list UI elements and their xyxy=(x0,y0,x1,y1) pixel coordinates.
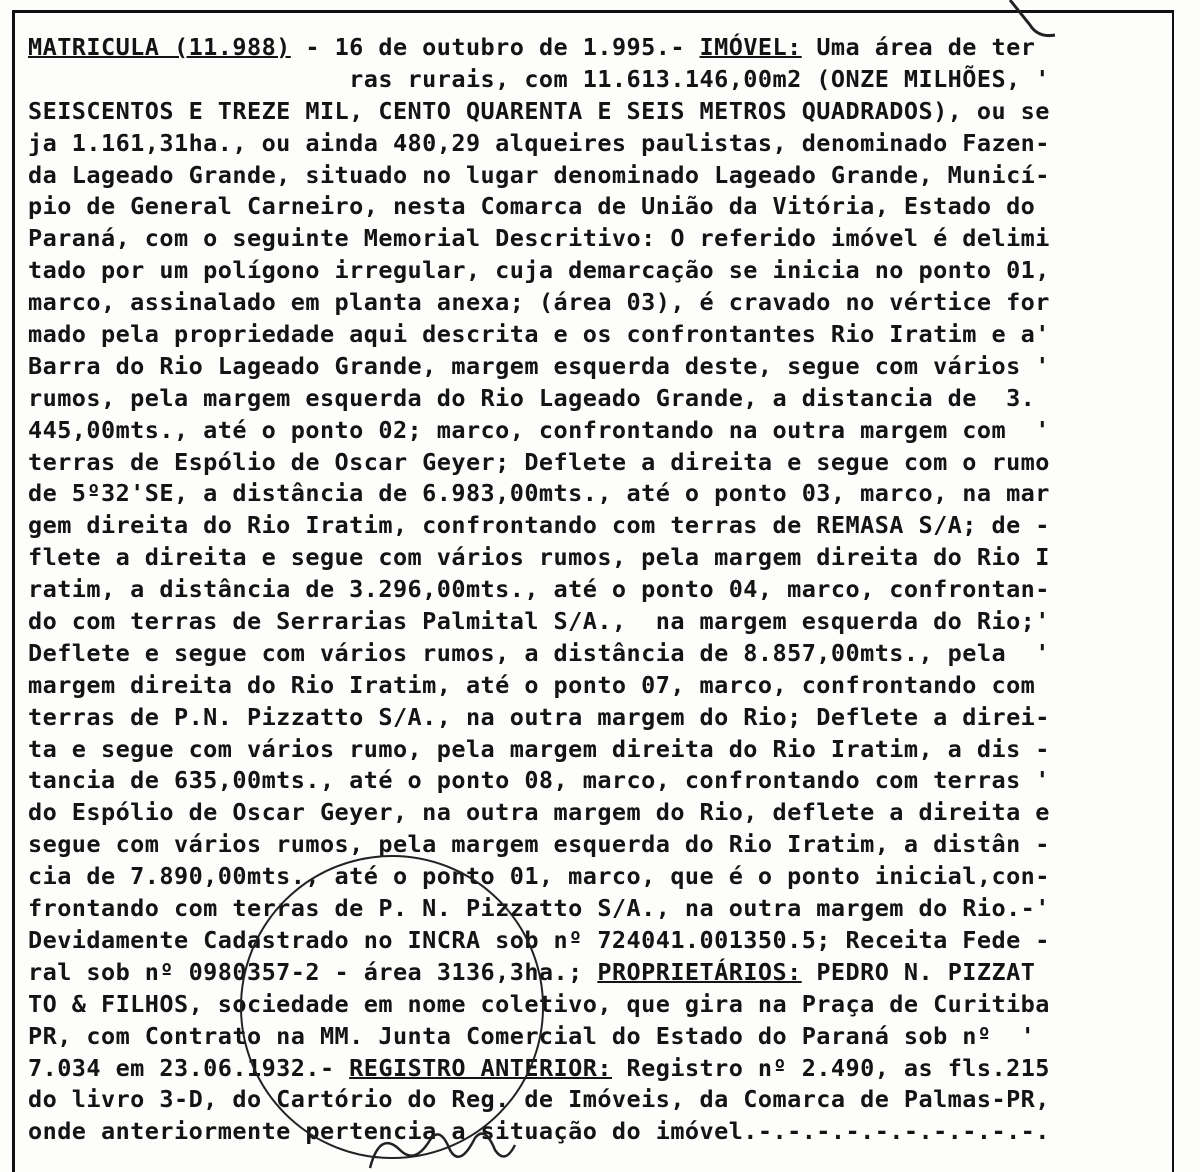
property-heading: IMÓVEL: xyxy=(699,33,802,61)
registration-number: MATRICULA (11.988) xyxy=(28,33,291,61)
owners-heading: PROPRIETÁRIOS: xyxy=(597,957,802,986)
right-border-line xyxy=(1172,10,1174,1172)
text-line-12: rumos, pela margem esquerda do Rio Lageado Grande, a distancia de 3. xyxy=(28,383,1036,412)
text-line-16: gem direita do Rio Iratim, confrontando com terras de REMASA S/A; de - xyxy=(28,511,1050,540)
text-line-3: SEISCENTOS E TREZE MIL, CENTO QUARENTA E SEIS METROS QUADRADOS), ou se xyxy=(28,96,1050,125)
circular-stamp xyxy=(240,855,544,1159)
text-line-13: 445,00mts., até o ponto 02; marco, confrontando na outra margem com ' xyxy=(28,415,1050,444)
text-line-11: Barra do Rio Lageado Grande, margem esquerda deste, segue com vários ' xyxy=(28,351,1050,380)
text-line-1 xyxy=(28,32,1168,64)
text-line-9: marco, assinalado em planta anexa; (área 03), é cravado no vértice for xyxy=(28,288,1050,317)
text-line-14: terras de Espólio de Oscar Geyer; Deflete a direita e segue com o rumo xyxy=(28,447,1050,476)
text-line-26: segue com vários rumos, pela margem esquerda do Rio Iratim, a distân - xyxy=(28,830,1050,859)
text-line-18: ratim, a distância de 3.296,00mts., até o ponto 04, marco, confrontan- xyxy=(28,575,1050,604)
text-line-31: TO & FILHOS, sociedade em nome coletivo, que gira na Praça de Curitiba xyxy=(28,989,1050,1018)
text-line-28: frontando com terras de P. N. Pizzatto S/A., na outra margem do Rio.-' xyxy=(28,894,1050,923)
text-line-7: Paraná, com o seguinte Memorial Descritivo: O referido imóvel é delimi xyxy=(28,224,1050,253)
text-line-4: ja 1.161,31ha., ou ainda 480,29 alqueires paulistas, denominado Fazen- xyxy=(28,128,1050,157)
registry-text xyxy=(28,32,1168,1148)
text-fragment: ral sob nº 0980357-2 - área 3136,3ha.; xyxy=(28,957,598,986)
text-line-15: de 5º32'SE, a distância de 6.983,00mts., até o ponto 03, marco, na mar xyxy=(28,479,1050,508)
text-fragment: Uma área de ter xyxy=(801,33,1036,61)
text-line-10: mado pela propriedade aqui descrita e os confrontantes Rio Iratim e a' xyxy=(28,320,1050,349)
text-line-24: tancia de 635,00mts., até o ponto 08, marco, confrontando com terras ' xyxy=(28,766,1050,795)
left-border-line xyxy=(12,10,15,1172)
text-fragment: Registro nº 2.490, as fls.215 xyxy=(611,1053,1050,1082)
text-line-32: PR, com Contrato na MM. Junta Comercial do Estado do Paraná sob nº ' xyxy=(28,1021,1036,1050)
text-fragment: 7.034 em 23.06.1932.- xyxy=(28,1053,350,1082)
text-line-33 xyxy=(28,1053,1168,1085)
text-line-6: pio de General Carneiro, nesta Comarca de União da Vitória, Estado do xyxy=(28,192,1036,221)
text-line-22: terras de P.N. Pizzatto S/A., na outra margem do Rio; Deflete a direi- xyxy=(28,702,1050,731)
text-fragment: PEDRO N. PIZZAT xyxy=(801,957,1036,986)
registration-date: - 16 de outubro de 1.995.- xyxy=(290,33,700,61)
text-line-17: flete a direita e segue com vários rumos, pela margem direita do Rio I xyxy=(28,543,1050,572)
text-line-5: da Lageado Grande, situado no lugar denominado Lageado Grande, Municí- xyxy=(28,160,1050,189)
text-line-30 xyxy=(28,957,1168,989)
text-line-2: ras rurais, com 11.613.146,00m2 (ONZE MILHÕES, ' xyxy=(28,64,1050,93)
text-line-35: onde anteriormente pertencia a situação do imóvel.-.-.-.-.-.-.-.-.-.-. xyxy=(28,1117,1050,1146)
handwritten-signature xyxy=(360,1120,520,1172)
text-line-29: Devidamente Cadastrado no INCRA sob nº 724041.001350.5; Receita Fede - xyxy=(28,925,1050,954)
text-line-34: do livro 3-D, do Cartório do Reg. de Imóveis, da Comarca de Palmas-PR, xyxy=(28,1085,1050,1114)
text-line-21: margem direita do Rio Iratim, até o ponto 07, marco, confrontando com xyxy=(28,670,1036,699)
text-line-19: do com terras de Serrarias Palmital S/A., na margem esquerda do Rio;' xyxy=(28,607,1050,636)
text-line-20: Deflete e segue com vários rumos, a distância de 8.857,00mts., pela ' xyxy=(28,638,1050,667)
previous-registry-heading: REGISTRO ANTERIOR: xyxy=(349,1053,612,1082)
text-line-27: cia de 7.890,00mts., até o ponto 01, marco, que é o ponto inicial,con- xyxy=(28,862,1050,891)
text-line-25: do Espólio de Oscar Geyer, na outra margem do Rio, deflete a direita e xyxy=(28,798,1050,827)
text-line-8: tado por um polígono irregular, cuja demarcação se inicia no ponto 01, xyxy=(28,256,1050,285)
text-line-23: ta e segue com vários rumo, pela margem direita do Rio Iratim, a dis - xyxy=(28,734,1050,763)
